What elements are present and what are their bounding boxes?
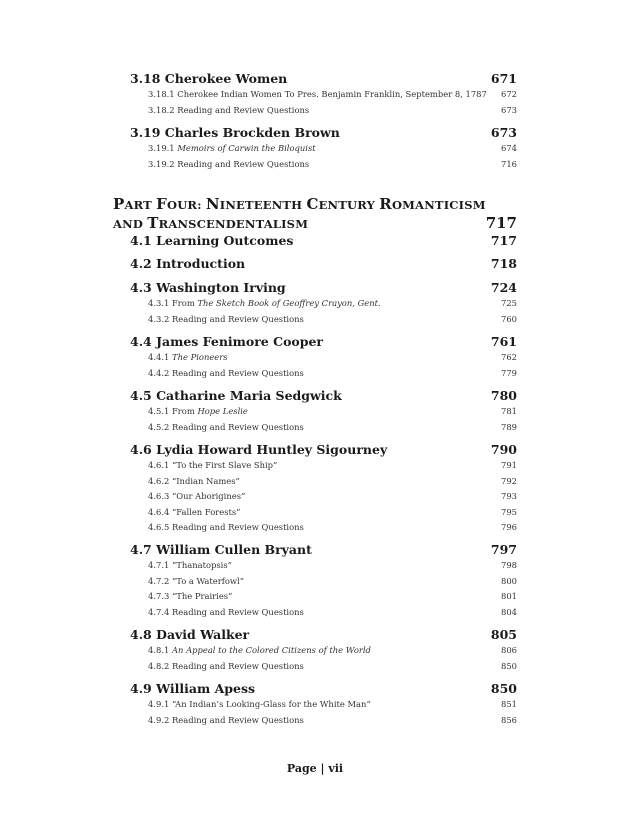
subsection-page-number: 789 — [501, 421, 517, 432]
toc-section[interactable] — [130, 388, 517, 435]
subsection-entry[interactable] — [148, 643, 517, 659]
subsection-work-title: An Appeal to the Colored Citizens of the World — [171, 645, 371, 655]
subsection-title — [148, 713, 304, 729]
subsection-title — [148, 350, 228, 366]
subsection-page-number: 725 — [501, 298, 517, 308]
subsection-label: 4.5.1 From — [148, 406, 198, 416]
section-heading[interactable] — [130, 334, 517, 350]
section-heading[interactable] — [130, 125, 517, 141]
toc-section[interactable] — [130, 627, 517, 674]
subsection-work-title: Memoirs of Carwin the Biloquist — [177, 143, 316, 153]
subsection-entry[interactable] — [148, 474, 517, 490]
subsection-label: 4.8.2 Reading and Review Questions — [148, 660, 304, 671]
subsection-entry[interactable] — [148, 659, 517, 675]
section-heading[interactable] — [130, 627, 517, 643]
subsection-entry[interactable] — [148, 141, 517, 157]
subsection-label: 3.19.2 Reading and Review Questions — [148, 158, 310, 169]
section-title: 3.19 Charles Brockden Brown — [130, 125, 340, 140]
toc-section[interactable] — [130, 334, 517, 381]
section-heading[interactable] — [130, 542, 517, 558]
subsection-label: 4.5.2 Reading and Review Questions — [148, 421, 304, 432]
subsection-entry[interactable] — [148, 366, 517, 382]
section-heading[interactable] — [130, 442, 517, 458]
subsection-page-number: 674 — [501, 143, 517, 153]
subsection-page-number: 798 — [501, 560, 517, 570]
section-title: 4.2 Introduction — [130, 256, 246, 271]
subsection-title — [148, 420, 304, 436]
subsection-entry[interactable] — [148, 713, 517, 729]
subsection-title — [148, 520, 304, 536]
subsection-title — [148, 474, 240, 490]
subsection-label: 4.6.2 “Indian Names” — [148, 475, 240, 486]
subsection-entry[interactable] — [148, 157, 517, 173]
subsection-page-number: 672 — [501, 89, 517, 99]
section-title: 4.3 Washington Irving — [130, 280, 286, 295]
section-title: 4.9 William Apess — [130, 681, 256, 696]
section-title: 4.8 David Walker — [130, 627, 250, 642]
part-title-line1: PART FOUR: NINETEENTH CENTURY ROMANTICISM — [113, 195, 486, 213]
subsection-label: 4.8.1 — [148, 645, 172, 655]
subsection-title — [148, 605, 304, 621]
subsection-title — [148, 404, 248, 420]
subsection-page-number: 673 — [501, 104, 517, 115]
subsection-title — [148, 574, 244, 590]
section-page-number: 780 — [490, 388, 517, 403]
subsection-page-number: 804 — [501, 606, 517, 617]
subsection-entry[interactable] — [148, 574, 517, 590]
subsection-page-number: 760 — [501, 313, 517, 324]
subsection-page-number: 806 — [501, 645, 517, 655]
subsection-entry[interactable] — [148, 520, 517, 536]
section-page-number: 790 — [490, 442, 517, 457]
subsection-label: 4.6.1 “To the First Slave Ship” — [148, 460, 278, 470]
subsection-label: 4.9.2 Reading and Review Questions — [148, 714, 304, 725]
subsection-label: 4.4.2 Reading and Review Questions — [148, 367, 304, 378]
subsection-page-number: 801 — [501, 591, 517, 601]
subsection-label: 3.19.1 — [148, 143, 178, 153]
subsection-entry[interactable] — [148, 296, 517, 312]
subsection-title — [148, 141, 316, 157]
part-title-line2: AND TRANSCENDENTALISM — [113, 214, 309, 232]
subsection-work-title: The Pioneers — [171, 352, 228, 362]
subsection-entry[interactable] — [148, 103, 517, 119]
toc-section[interactable] — [130, 125, 517, 172]
subsection-entry[interactable] — [148, 404, 517, 420]
subsection-page-number: 762 — [501, 352, 517, 362]
section-page-number: 718 — [490, 256, 517, 271]
subsection-page-number: 779 — [501, 367, 517, 378]
subsection-page-number: 781 — [501, 406, 517, 416]
section-heading[interactable] — [130, 280, 517, 296]
subsection-entry[interactable] — [148, 312, 517, 328]
subsection-label: 4.7.3 “The Prairies” — [148, 591, 233, 601]
subsection-entry[interactable] — [148, 489, 517, 505]
subsection-page-number: 796 — [501, 522, 517, 532]
subsection-page-number: 792 — [501, 475, 517, 486]
section-page-number: 805 — [490, 627, 517, 642]
section-title: 4.4 James Fenimore Cooper — [130, 334, 324, 349]
subsection-label: 4.3.1 From — [148, 298, 198, 308]
subsection-page-number: 856 — [501, 714, 517, 725]
subsection-label: 4.7.1 “Thanatopsis” — [148, 560, 232, 570]
section-page-number: 797 — [490, 542, 517, 557]
subsection-label: 4.4.1 — [148, 352, 172, 362]
section-page-number: 671 — [490, 71, 517, 86]
toc-section[interactable] — [130, 256, 517, 272]
section-heading[interactable] — [130, 233, 517, 249]
section-title: 4.5 Catharine Maria Sedgwick — [130, 388, 342, 403]
subsection-title — [148, 458, 277, 474]
section-heading[interactable] — [130, 388, 517, 404]
part-page-number: 717 — [485, 214, 517, 232]
subsection-entry[interactable] — [148, 505, 517, 521]
subsection-page-number: 795 — [501, 506, 517, 517]
subsection-entry[interactable] — [148, 420, 517, 436]
subsection-title — [148, 589, 232, 605]
subsection-page-number: 800 — [501, 575, 517, 586]
section-title: 3.18 Cherokee Women — [130, 71, 288, 86]
subsection-page-number: 851 — [501, 699, 517, 709]
subsection-label: 3.18.2 Reading and Review Questions — [148, 104, 310, 115]
subsection-entry[interactable] — [148, 589, 517, 605]
subsection-title — [148, 659, 304, 675]
subsection-title — [148, 643, 371, 659]
section-heading[interactable] — [130, 256, 517, 272]
subsection-entry[interactable] — [148, 87, 517, 103]
subsection-label: 4.7.4 Reading and Review Questions — [148, 606, 304, 617]
section-page-number: 673 — [490, 125, 517, 140]
toc-section[interactable] — [130, 681, 517, 728]
subsection-page-number: 850 — [501, 660, 517, 671]
subsection-label: 4.6.4 “Fallen Forests” — [148, 506, 241, 517]
subsection-title — [148, 296, 381, 312]
toc-section[interactable] — [130, 542, 517, 620]
subsection-page-number: 791 — [501, 460, 517, 470]
subsection-title — [148, 103, 309, 119]
subsection-title — [148, 312, 304, 328]
section-page-number: 717 — [490, 233, 517, 248]
subsection-title — [148, 87, 487, 103]
subsection-title — [148, 505, 240, 521]
subsection-title — [148, 157, 309, 173]
toc-section[interactable] — [130, 280, 517, 327]
subsection-entry[interactable] — [148, 558, 517, 574]
section-heading[interactable] — [130, 681, 517, 697]
section-heading[interactable] — [130, 71, 517, 87]
subsection-label: 4.6.3 “Our Aborigines” — [148, 491, 246, 501]
page-footer: Page | vii — [286, 762, 344, 775]
subsection-work-title: Hope Leslie — [197, 406, 248, 416]
section-title: 4.7 William Cullen Bryant — [130, 542, 312, 557]
subsection-page-number: 716 — [501, 158, 517, 169]
subsection-label: 4.9.1 “An Indian’s Looking-Glass for the White Man” — [148, 699, 371, 709]
part-four-heading — [113, 196, 517, 233]
toc-section[interactable] — [130, 442, 517, 536]
subsection-entry[interactable] — [148, 350, 517, 366]
subsection-title — [148, 366, 304, 382]
subsection-work-title: The Sketch Book of Geoffrey Crayon, Gent. — [197, 298, 381, 308]
subsection-title — [148, 697, 371, 713]
subsection-title — [148, 489, 245, 505]
section-page-number: 761 — [490, 334, 517, 349]
subsection-entry[interactable] — [148, 697, 517, 713]
subsection-entry[interactable] — [148, 458, 517, 474]
subsection-label: 4.3.2 Reading and Review Questions — [148, 313, 304, 324]
subsection-title — [148, 558, 232, 574]
section-page-number: 724 — [490, 280, 517, 295]
toc-section[interactable] — [130, 71, 517, 118]
subsection-label: 3.18.1 Cherokee Indian Women To Pres. Benjamin Franklin, September 8, 1787 — [148, 89, 487, 99]
subsection-entry[interactable] — [148, 605, 517, 621]
subsection-label: 4.7.2 “To a Waterfowl” — [148, 575, 245, 586]
subsection-page-number: 793 — [501, 491, 517, 501]
toc-section[interactable] — [130, 233, 517, 249]
section-title: 4.1 Learning Outcomes — [130, 233, 294, 248]
subsection-label: 4.6.5 Reading and Review Questions — [148, 522, 304, 532]
section-page-number: 850 — [490, 681, 517, 696]
section-title: 4.6 Lydia Howard Huntley Sigourney — [130, 442, 388, 457]
